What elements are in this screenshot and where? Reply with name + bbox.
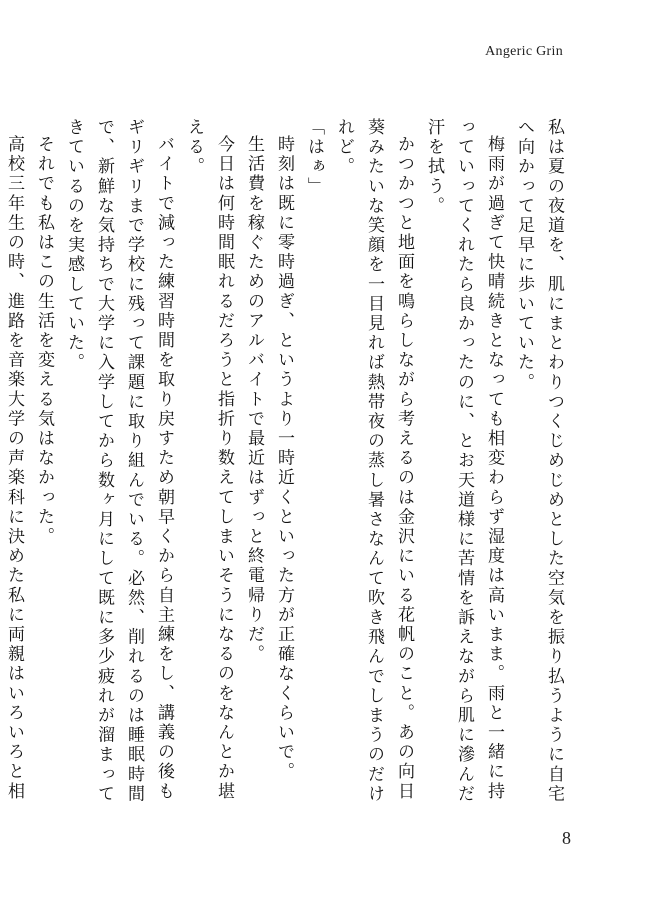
vertical-body-text: [4, 118, 569, 818]
paragraph: 私は夏の夜道を、肌にまとわりつくじめじめとした空気を振り払うように自宅へ向かって足早に歩いていた。: [514, 118, 564, 804]
dialogue-line: 「はぁ」: [304, 118, 324, 197]
paragraph: 時刻は既に零時過ぎ、というより一時近くといった方が正確なくらいで。: [274, 135, 294, 782]
running-header: Angeric Grin: [485, 44, 563, 59]
paragraph: 生活費を稼ぐためのアルバイトで最近はずっと終電帰りだ。: [244, 135, 264, 665]
paragraph: 高校三年生の時、進路を音楽大学の声楽科に決めた私に両親はいろいろと相: [4, 135, 24, 802]
paragraph: バイトで減った練習時間を取り戻すため朝早くから自主練をし、講義の後もギリギリまで学校に残って課題に取り組んでいる。必然、削れるのは睡眠時間で、新鮮な気持ちで大学に入学してから数ヶ月にして既に多少疲れが溜まってきているのを実感していた。: [64, 118, 174, 804]
page-number: 8: [562, 828, 571, 848]
paragraph: それでも私はこの生活を変える気はなかった。: [34, 135, 54, 547]
paragraph: 梅雨が過ぎて快晴続きとなっても相変わらず湿度は高いまま。雨と一緒に持っていってくれたら良かったのに、とお天道様に苦情を訴えながら肌に滲んだ汗を拭う。: [424, 118, 504, 804]
paragraph: 今日は何時間眠れるだろうと指折り数えてしまいそうになるのをなんとか堪える。: [184, 118, 234, 802]
paragraph: かつかつと地面を鳴らしながら考えるのは金沢にいる花帆のこと。あの向日葵みたいな笑顔を一目見れば熱帯夜の蒸し暑さなんて吹き飛んでしまうのだけれど。: [334, 118, 414, 804]
